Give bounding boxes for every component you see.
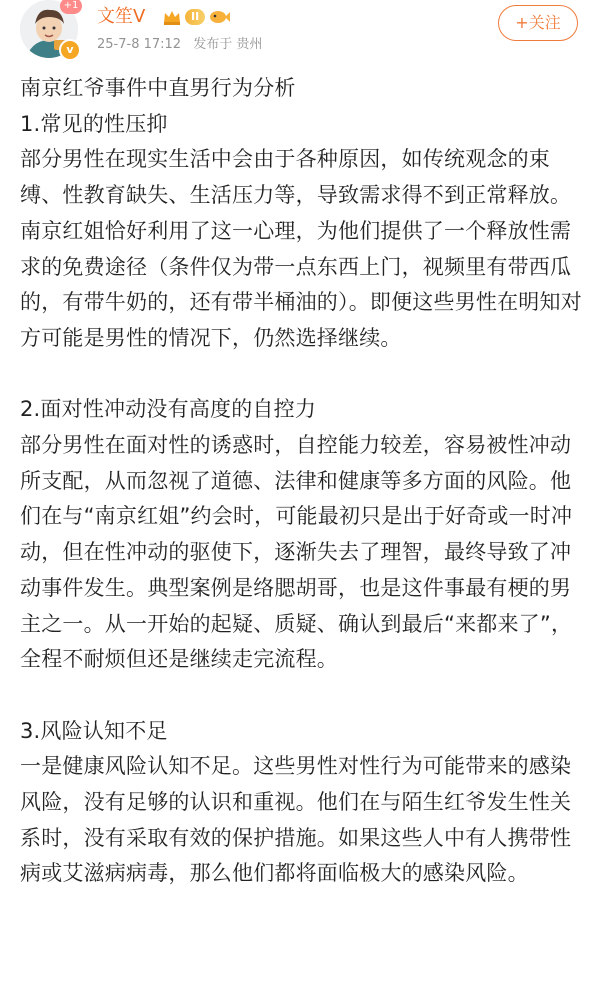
author-name[interactable]: 文笙V (97, 6, 146, 27)
vip-badges (162, 6, 230, 28)
level-badge: II (185, 9, 205, 25)
section-3-heading: 3.风险认知不足 (20, 718, 168, 743)
paragraph-gap (20, 357, 585, 393)
post-date: 25-7-8 17:12 (97, 37, 182, 52)
verified-icon: v (59, 39, 81, 61)
section-3-body: 一是健康风险认知不足。这些男性对性行为可能带来的感染风险，没有足够的认识和重视。他们在与陌生红爷发生性关系时，没有采取有效的保护措施。如果这些人中有人携带性病或艾滋病病毒，那么他们都将面临极大的感染风险。 (20, 754, 572, 886)
post-meta (97, 36, 270, 54)
avatar-notification-badge: +1 (60, 0, 82, 14)
section-2-body: 部分男性在面对性的诱惑时，自控能力较差，容易被性冲动所支配，从而忽视了道德、法律和健康等多方面的风险。他们在与“南京红姐”约会时，可能最初只是出于好奇或一时冲动，但在性冲动的驱使下，逐渐失去了理智，最终导致了冲动事件发生。典型案例是络腮胡哥，也是这件事最有梗的男主之一。从一开始的起疑、质疑、确认到最后“来都来了”，全程不耐烦但还是继续走完流程。 (20, 433, 573, 672)
crown-icon (162, 8, 182, 26)
post-location: 发布于 贵州 (193, 37, 263, 52)
post-content (20, 71, 585, 892)
section-1-body: 部分男性在现实生活中会由于各种原因，如传统观念的束缚、性教育缺失、生活压力等，导致需求得不到正常释放。南京红姐恰好利用了这一心理，为他们提供了一个释放性需求的免费途径（条件仅为带一点东西上门，视频里有带西瓜的，有带牛奶的，还有带半桶油的）。即便这些男性在明知对方可能是男性的情况下，仍然选择继续。 (20, 147, 582, 350)
paragraph-gap (20, 678, 585, 714)
post-title: 南京红爷事件中直男行为分析 (20, 76, 296, 100)
section-2-heading: 2.面对性冲动没有高度的自控力 (20, 397, 317, 422)
fish-icon (208, 8, 230, 26)
post-header (0, 0, 600, 70)
section-1-heading: 1.常见的性压抑 (20, 111, 168, 136)
follow-button[interactable]: +关注 (498, 5, 578, 41)
